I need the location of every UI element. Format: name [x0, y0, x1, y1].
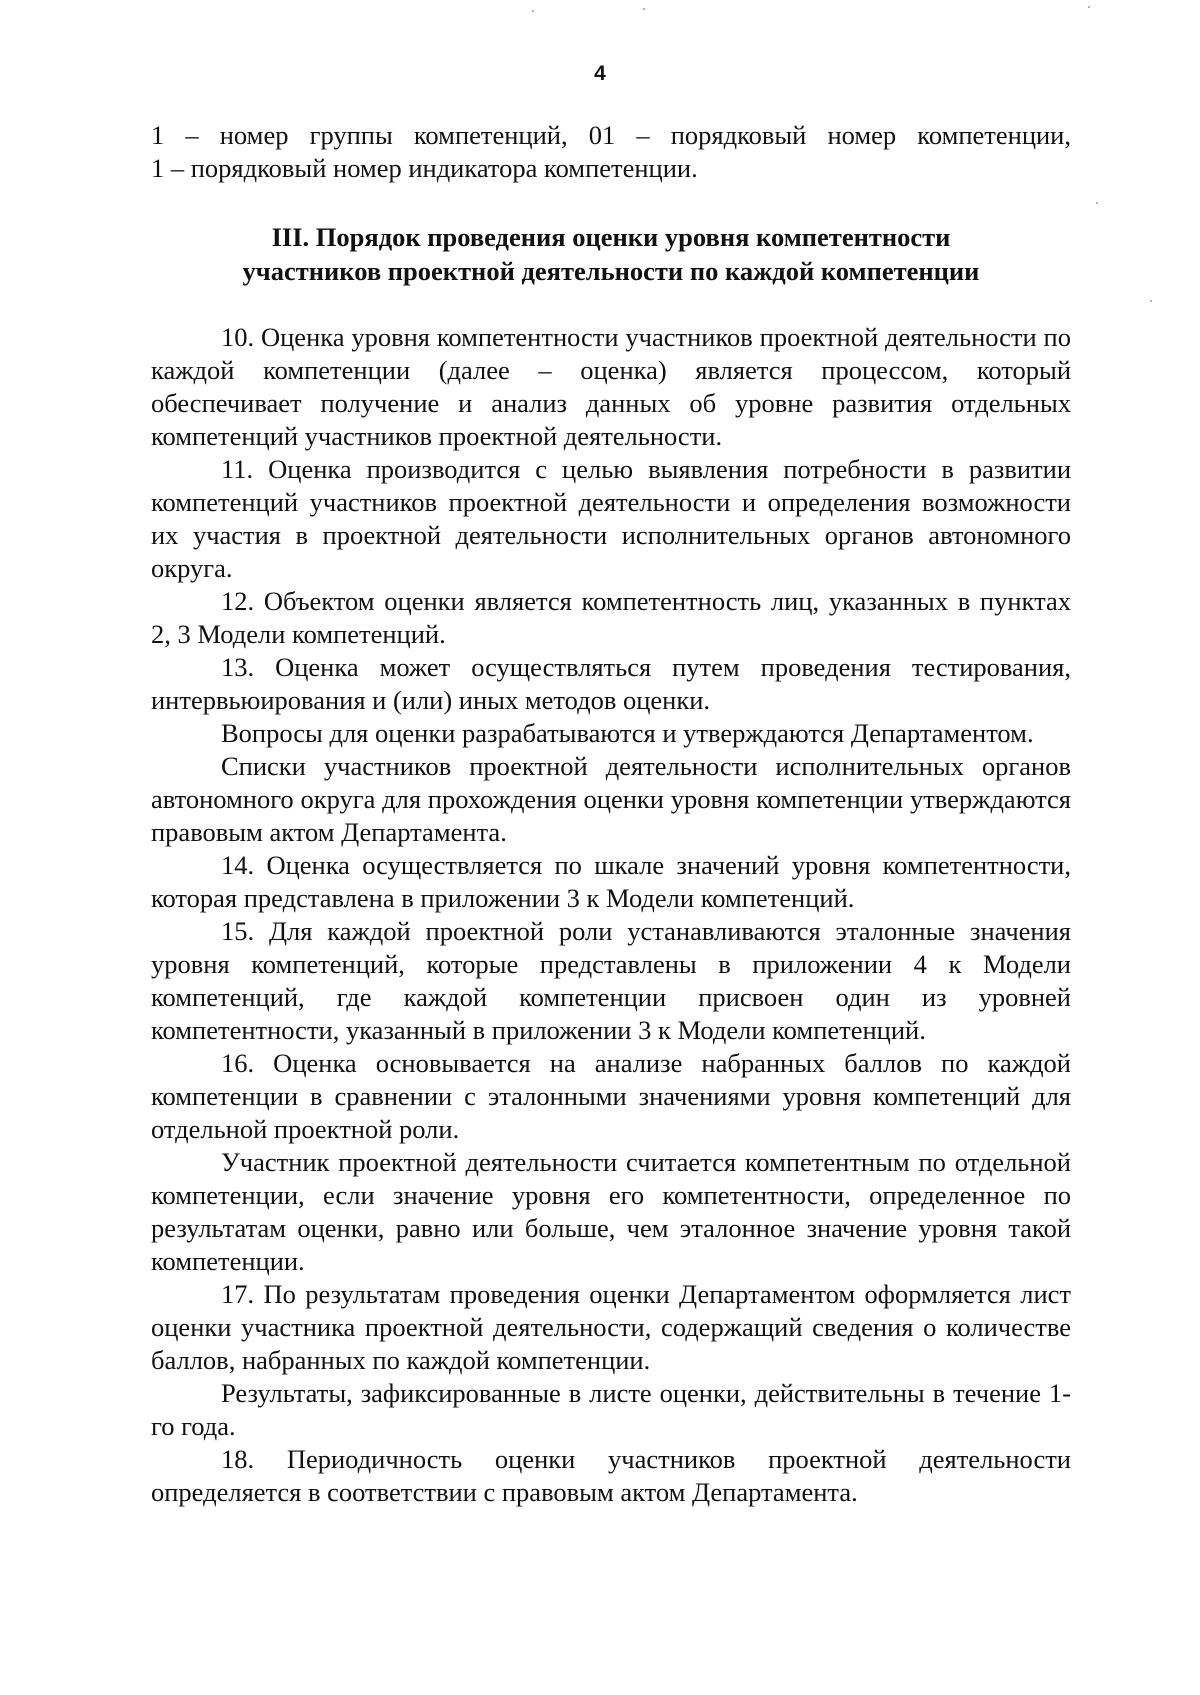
section-heading	[151, 220, 1071, 288]
scan-speck	[532, 10, 534, 12]
paragraph-13-lists: Списки участников проектной деятельности исполнительных органов автономного округа для прохождения оценки уровня компетенции утверждаются правовым актом Департамента.	[151, 751, 1071, 847]
paragraph-16-competent: Участник проектной деятельности считается компетентным по отдельной компетенции, если значение уровня его компетентности, определенное по результатам оценки, равно или больше, чем эталонное значение уровня такой компетенции.	[151, 1147, 1071, 1276]
paragraph-13-questions: Вопросы для оценки разрабатываются и утверждаются Департаментом.	[221, 718, 1034, 748]
scan-speck	[1150, 300, 1152, 302]
paragraph-16: 16. Оценка основывается на анализе набранных баллов по каждой компетенции в сравнении с эталонными значениями уровня компетенций для отдельной проектной роли.	[151, 1048, 1071, 1144]
scan-speck	[1088, 6, 1090, 8]
page-number: 4	[594, 62, 606, 85]
paragraph-12: 12. Объектом оценки является компетентность лиц, указанных в пунктах 2, 3 Модели компетенций.	[151, 586, 1071, 649]
paragraph-17-results: Результаты, зафиксированные в листе оценки, действительны в течение 1-го года.	[151, 1378, 1071, 1441]
paragraph-11: 11. Оценка производится с целью выявления потребности в развитии компетенций участников проектной деятельности и определения возможности их участия в проектной деятельности исполнительных органов автономного округа.	[151, 454, 1071, 583]
paragraph-15: 15. Для каждой проектной роли устанавливаются эталонные значения уровня компетенций, которые представлены в приложении 4 к Модели компетенций, где каждой компетенции присвоен один из уровней компетентности, указанный в приложении 3 к Модели компетенций.	[151, 916, 1071, 1045]
paragraph-13: 13. Оценка может осуществляться путем проведения тестирования, интервьюирования и (или) иных методов оценки.	[151, 652, 1071, 715]
paragraph-17: 17. По результатам проведения оценки Департаментом оформляется лист оценки участника проектной деятельности, содержащий сведения о количестве баллов, набранных по каждой компетенции.	[151, 1279, 1071, 1375]
paragraph-10: 10. Оценка уровня компетентности участников проектной деятельности по каждой компетенции (далее – оценка) является процессом, который обеспечивает получение и анализ данных об уровне развития отдельных компетенций участников проектной деятельности.	[151, 322, 1071, 451]
scan-speck	[1096, 202, 1098, 204]
scan-speck	[643, 8, 645, 10]
section-heading-line: III. Порядок проведения оценки уровня компетентности	[271, 222, 951, 252]
paragraph-18: 18. Периодичность оценки участников проектной деятельности определяется в соответствии с правовым актом Департамента.	[151, 1444, 1071, 1507]
document-body	[151, 119, 1071, 1509]
intro-line: 1 – порядковый номер индикатора компетенции.	[151, 153, 698, 183]
section-heading-line: участников проектной деятельности по каждой компетенции	[242, 256, 980, 286]
paragraph-14: 14. Оценка осуществляется по шкале значений уровня компетентности, которая представлена в приложении 3 к Модели компетенций.	[151, 850, 1071, 913]
intro-line: 1 – номер группы компетенций, 01 – порядковый номер компетенции,	[151, 120, 1071, 150]
